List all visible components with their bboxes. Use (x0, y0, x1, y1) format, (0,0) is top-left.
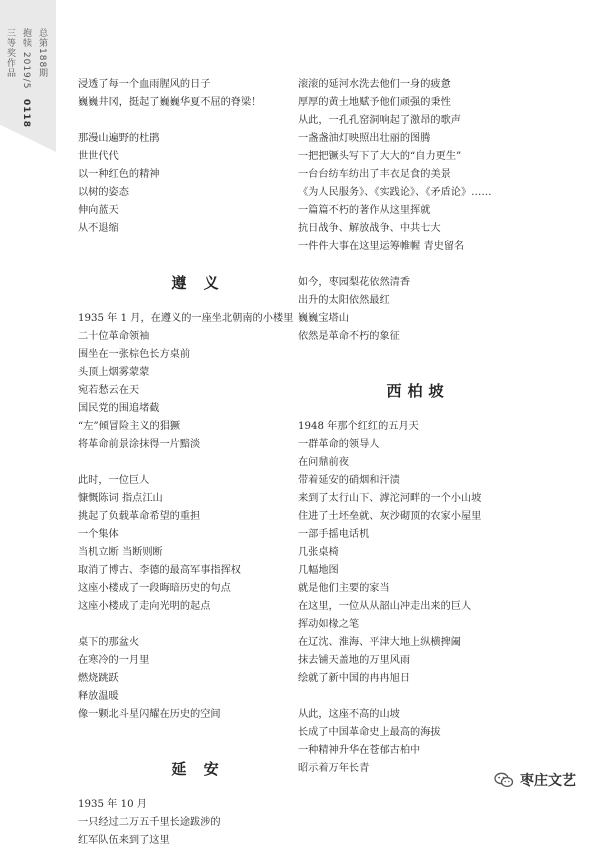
poem-line: 就是他们主要的家当 (298, 583, 390, 594)
poem-line: 像一颗北斗星闪耀在历史的空间 (78, 709, 221, 720)
poem-line: 一只经过二万五千里长途跋涉的 (78, 817, 221, 828)
poem-line: 宛若愁云在天 (78, 385, 140, 396)
poem-line: 桌下的那盆火 (78, 637, 140, 648)
poem-line: 抗日战争、解放战争、中共七大 (298, 223, 441, 234)
stanza-gap (78, 616, 318, 634)
poem-line: 挑起了负载革命希望的重担 (78, 511, 201, 522)
poem-line: 绘就了新中国的冉冉旭日 (298, 673, 411, 684)
poem-line: 在这里，一位从从韶山冲走出来的巨人 (298, 601, 472, 612)
stanza-gap (78, 238, 318, 256)
poem-line: 一篇篇不朽的著作从这里挥就 (298, 205, 431, 216)
poem-line: 依然是革命不朽的象征 (298, 331, 400, 342)
sidebar-publication (20, 28, 33, 128)
magazine-section-label: 三等奖作品 (5, 28, 15, 78)
poem-line: 燃烧跳跃 (78, 673, 119, 684)
stanza-gap (298, 346, 538, 364)
poem-line: 滚滚的延河水洗去他们一身的疲惫 (298, 79, 451, 90)
poem-line: 在辽沈、淮海、平津大地上纵横捭阖 (298, 637, 461, 648)
stanza-gap (78, 778, 318, 796)
poem-line: 几张桌椅 (298, 547, 339, 558)
poem-line: 挥动如椽之笔 (298, 619, 360, 630)
poem-line: 如今，枣园梨花依然清香 (298, 277, 411, 288)
poem-line: 从此，这座不高的山坡 (298, 709, 400, 720)
poem-line: 一群革命的领导人 (298, 439, 380, 450)
poem-line: 红军队伍来到了这里 (78, 835, 170, 846)
left-column (78, 76, 318, 850)
poem-line: 一把把镢头写下了大大的“自力更生” (298, 151, 462, 162)
poem-line: 当机立断 当断则断 (78, 547, 163, 558)
sidebar-issue (36, 28, 49, 78)
poem-line: 那漫山遍野的杜鹃 (78, 133, 160, 144)
poem-line: 将革命前景涂抹得一片黯淡 (78, 439, 201, 450)
poem-line: 慷慨陈词 指点江山 (78, 493, 163, 504)
stanza-gap (78, 112, 318, 130)
poem-line: 厚厚的黄土地赋予他们顽强的秉性 (298, 97, 451, 108)
poem-line: 世世代代 (78, 151, 119, 162)
poem-line: 抹去铺天盖地的万里风雨 (298, 655, 411, 666)
poem-line: 二十位革命领袖 (78, 331, 150, 342)
stanza-gap (298, 688, 538, 706)
poem-line: 一种精神升华在苍郁古柏中 (298, 745, 421, 756)
poem-line: 在寒冷的一月里 (78, 655, 150, 666)
section-title: 延 安 (171, 760, 225, 778)
poem-line: 1948 年那个红红的五月天 (298, 421, 419, 432)
stanza-gap (298, 364, 538, 382)
poem-line: 巍巍宝塔山 (298, 313, 349, 324)
poem-line: 释放温暖 (78, 691, 119, 702)
wechat-icon (494, 772, 514, 788)
sidebar-magazine (4, 28, 17, 78)
publication-date: 抱犊 2019/5 (21, 28, 31, 90)
poem-line: 从不退缩 (78, 223, 119, 234)
stanza-gap (78, 742, 318, 760)
poem-line: “左”倾冒险主义的猖獗 (78, 421, 181, 432)
poem-line: 《为人民服务》、《实践论》、《矛盾论》…… (298, 187, 492, 198)
poem-line: 此时，一位巨人 (78, 475, 150, 486)
poem-line: 取消了博古、李德的最高军事指挥权 (78, 565, 241, 576)
poem-line: 头顶上烟雾蒙蒙 (78, 367, 150, 378)
poem-line: 来到了太行山下、滹沱河畔的一个小山坡 (298, 493, 482, 504)
poem-line: 伸向蓝天 (78, 205, 119, 216)
poem-line: 一件件大事在这里运筹帷幄 青史留名 (298, 241, 465, 252)
poem-line: 一个集体 (78, 529, 119, 540)
poem-line: 国民党的围追堵截 (78, 403, 160, 414)
poem-line: 住进了土坯垒就、灰沙砌顶的农家小屋里 (298, 511, 482, 522)
poem-line: 昭示着万年长青 (298, 763, 370, 774)
poem-line: 长成了中国革命史上最高的海拔 (298, 727, 441, 738)
poem-line: 巍巍井冈，挺起了巍巍华夏不屈的脊梁！ (78, 97, 262, 108)
stanza-gap (78, 724, 318, 742)
stanza-gap (78, 454, 318, 472)
right-column (298, 76, 538, 778)
watermark-text: 枣庄文艺 (520, 773, 576, 789)
poem-line: 这座小楼成了一段晦暗历史的句点 (78, 583, 231, 594)
poem-line: 浸透了每一个血雨腥风的日子 (78, 79, 211, 90)
poem-line: 出升的太阳依然最红 (298, 295, 390, 306)
poem-line: 一部手摇电话机 (298, 529, 370, 540)
poem-line: 一台台纺车纺出了丰衣足食的美景 (298, 169, 451, 180)
stanza-gap (298, 400, 538, 418)
poem-line: 以一种红色的精神 (78, 169, 160, 180)
poem-line: 以树的姿态 (78, 187, 129, 198)
watermark (494, 770, 576, 790)
poem-line: 在问鼎前夜 (298, 457, 349, 468)
poem-line: 几幅地图 (298, 565, 339, 576)
poem-line: 围坐在一张棕色长方桌前 (78, 349, 191, 360)
stanza-gap (78, 292, 318, 310)
section-title: 西柏坡 (386, 382, 450, 400)
issue-number: 总第188期 (37, 28, 47, 79)
poem-line: 带着延安的硝烟和汗渍 (298, 475, 400, 486)
poem-line: 一盏盏油灯映照出壮丽的图腾 (298, 133, 431, 144)
stanza-gap (78, 256, 318, 274)
poem-line: 1935 年 10 月 (78, 799, 147, 810)
page-number: 0118 (21, 99, 31, 129)
poem-line: 这座小楼成了走向光明的起点 (78, 601, 211, 612)
poem-line: 从此，一孔孔窑洞响起了激昂的歌声 (298, 115, 461, 126)
stanza-gap (298, 256, 538, 274)
poem-line: 1935 年 1 月，在遵义的一座坐北朝南的小楼里 (78, 313, 294, 324)
section-title: 遵 义 (171, 274, 225, 292)
